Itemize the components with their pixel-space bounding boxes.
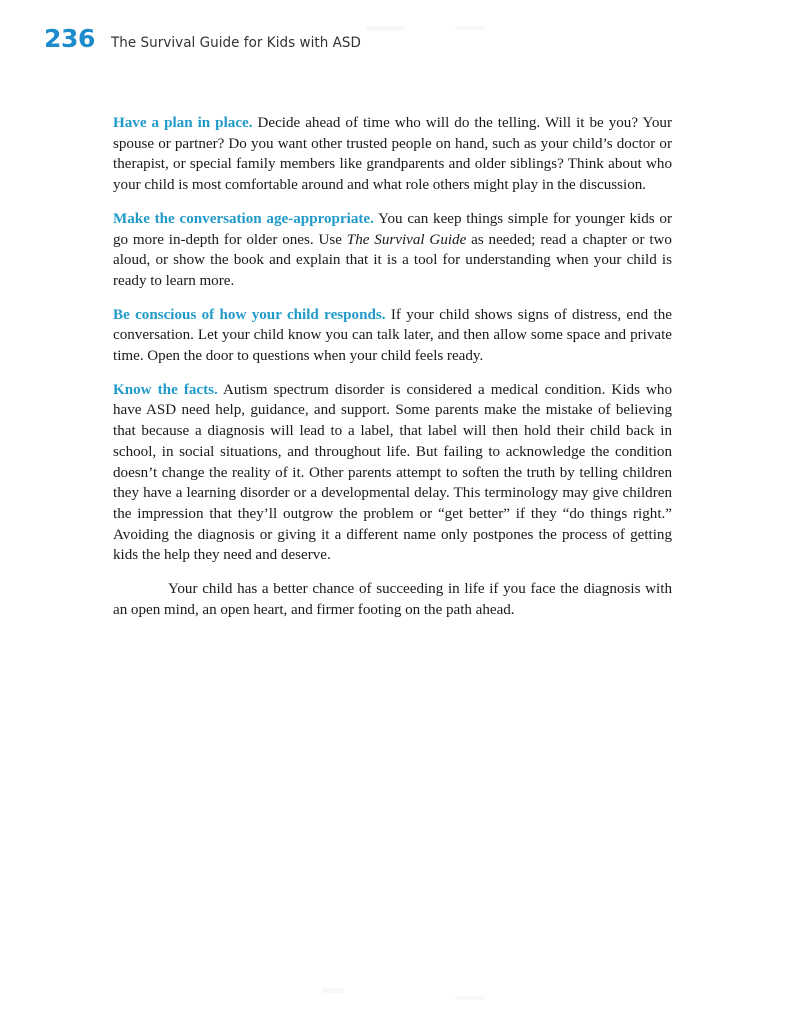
run-in-heading: Be conscious of how your child responds. <box>113 306 386 323</box>
run-in-heading: Know the facts. <box>113 381 218 398</box>
paragraph-text: Decide ahead of time who will do the telling. Will it be you? Your spouse or partner? Do you want other trusted people on hand, such as your child’s doctor or therapist, or special family members like grandparents and older siblings? Think about who your child is most comfortable around and what role others might play in the discussion. <box>113 115 672 194</box>
paragraph-text: If your child shows signs of distress, end the conversation. Let your child know you can talk later, and then allow some space and private time. Open the door to questions when your child feels ready. <box>113 306 672 365</box>
run-in-heading: Make the conversation age-appropriate. <box>113 210 374 227</box>
paragraph-know-the-facts <box>113 380 672 566</box>
paragraph-have-a-plan <box>113 113 672 196</box>
running-title: The Survival Guide for Kids with ASD <box>111 35 361 51</box>
run-in-heading: Have a plan in place. <box>113 115 253 131</box>
scan-artifact <box>322 988 344 993</box>
paragraph-text: Autism spectrum disorder is considered a medical condition. Kids who have ASD need help, guidance, and support. Some parents make the mistake of believing that because a diagnosis will lead to a label, that label will then hold their child back in school, in social situations, and throughout life. But failing to acknowledge the condition doesn’t change the reality of it. Other parents attempt to soften the truth by telling children they have a learning disorder or a developmental delay. This terminology may give children the impression that they’ll outgrow the problem or “get better” if they “do things right.” Avoiding the diagnosis or giving it a different name only postpones the process of getting kids the help they need and deserve. <box>113 381 672 564</box>
running-head <box>44 26 380 51</box>
text-column <box>113 113 672 620</box>
scan-artifact <box>455 26 485 30</box>
paragraph-age-appropriate <box>113 209 672 292</box>
paragraph-be-conscious <box>113 305 672 367</box>
paragraph-text: You can keep things simple for younger kids or go more in-depth for older ones. Use <box>113 210 672 248</box>
closing-paragraph: Your child has a better chance of succeeding in life if you face the diagnosis with an open mind, an open heart, and firmer footing on the path ahead. <box>113 581 672 618</box>
paragraph-text: as needed; read a chapter or two aloud, or show the book and explain that it is a tool for understanding when your child is ready to learn more. <box>113 231 672 289</box>
scan-artifact <box>455 996 485 1000</box>
book-title-italic: The Survival Guide <box>346 231 467 248</box>
page-number: 236 <box>44 24 95 53</box>
